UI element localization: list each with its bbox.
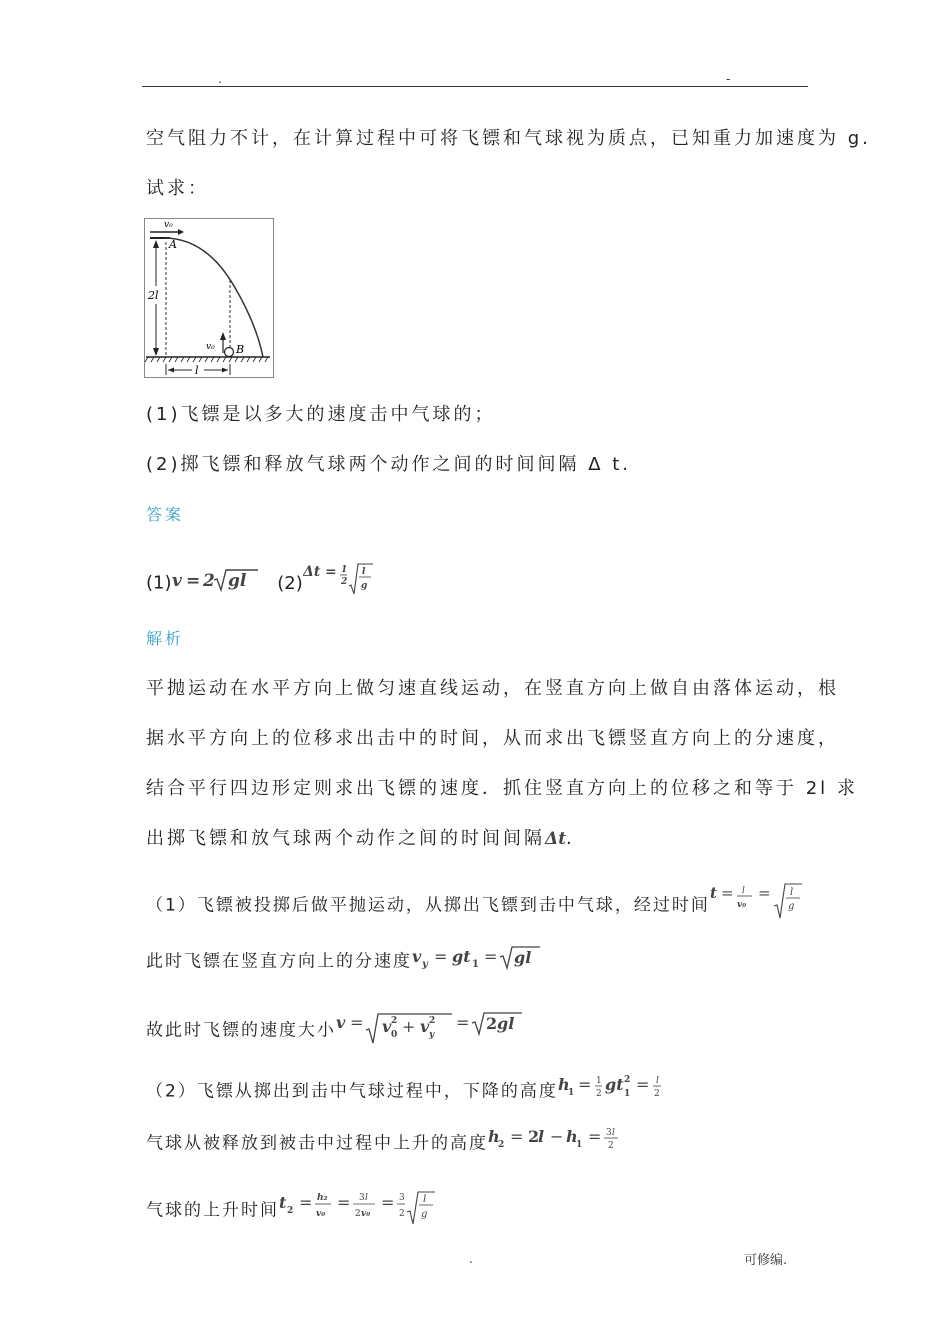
step-1	[146, 880, 814, 931]
answer-1-formula	[172, 566, 260, 596]
step-6-formula	[279, 1188, 449, 1228]
header-dot-left: .	[218, 72, 222, 86]
analysis-para-line-2: 据水平方向上的位移求出击中的时间，从而求出飞镖竖直方向上的分速度，	[146, 728, 839, 749]
answer-line	[146, 562, 389, 605]
svg-text:=: =	[350, 1013, 364, 1032]
question-2: (2)掷飞镖和释放气球两个动作之间的时间间隔 Δ t.	[146, 454, 632, 475]
svg-text:t: t	[279, 1193, 287, 1212]
svg-text:=: =	[757, 884, 771, 902]
step-3-formula	[336, 1010, 526, 1046]
svg-text:=: =	[635, 1075, 650, 1094]
svg-text:2: 2	[202, 571, 215, 591]
svg-text:gl: gl	[227, 571, 246, 591]
step-6-text: 气球的上升时间	[146, 1200, 279, 1221]
svg-text:v₀: v₀	[361, 1209, 371, 1219]
balloon-b	[225, 348, 234, 357]
step-4-text: （2）飞镖从掷出到击中气球过程中，下降的高度	[146, 1081, 558, 1102]
analysis-para-line-3: 结合平行四边形定则求出飞镖的速度．抓住竖直方向上的位移之和等于 2l 求	[146, 778, 858, 799]
svg-text:2: 2	[287, 1206, 294, 1216]
svg-text:3: 3	[606, 1128, 612, 1138]
problem-line-1: 空气阻力不计，在计算过程中可将飞镖和气球视为质点，已知重力加速度为 g.	[146, 128, 871, 149]
svg-text:1: 1	[472, 959, 479, 970]
svg-text:l: l	[789, 887, 794, 898]
point-b-label: B	[236, 343, 245, 356]
svg-text:y: y	[422, 959, 428, 970]
step-4-formula	[558, 1072, 680, 1106]
svg-text:y: y	[429, 1030, 435, 1040]
svg-text:gl: gl	[514, 948, 532, 967]
para-line-4-end: .	[566, 828, 575, 849]
projectile-figure	[144, 218, 274, 378]
svg-text:=: =	[577, 1075, 592, 1094]
svg-text:3: 3	[399, 1193, 405, 1203]
svg-text:=: =	[588, 1127, 602, 1146]
svg-text:v: v	[420, 1017, 430, 1036]
svg-text:1: 1	[340, 565, 347, 575]
v0-ball-label: v₀	[206, 342, 215, 352]
svg-text:g: g	[421, 1209, 428, 1220]
svg-text:2: 2	[653, 1089, 660, 1099]
step-3	[146, 1010, 526, 1051]
step-3-text: 故此时飞镖的速度大小	[146, 1020, 336, 1041]
svg-text:=: =	[434, 947, 448, 966]
svg-text:2: 2	[355, 1209, 361, 1219]
svg-text:0: 0	[391, 1030, 398, 1040]
svg-text:l: l	[612, 1128, 615, 1138]
step-2-formula	[412, 944, 552, 974]
step-1-math	[710, 880, 814, 931]
step-6	[146, 1188, 449, 1233]
analysis-para-line-1: 平抛运动在水平方向上做匀速直线运动，在竖直方向上做自由落体运动，根	[146, 678, 839, 699]
svg-text:v: v	[336, 1013, 346, 1032]
svg-text:1: 1	[567, 1088, 575, 1098]
projectile-diagram	[144, 218, 274, 378]
footer-dot: .	[469, 1252, 473, 1266]
svg-text:2: 2	[429, 1016, 436, 1026]
step-2	[146, 944, 552, 979]
svg-text:v₀: v₀	[736, 900, 746, 910]
analysis-para-line-4	[146, 824, 575, 850]
footer-text: 可修编.	[744, 1253, 788, 1268]
step-2-math	[412, 944, 552, 979]
svg-text:=: =	[324, 564, 337, 580]
svg-text:l: l	[361, 567, 366, 577]
step-1-text: （1）飞镖被投掷后做平抛运动，从掷出飞镖到击中气球，经过时间	[146, 895, 710, 916]
step-6-math	[279, 1188, 449, 1233]
svg-text:+: +	[402, 1017, 416, 1036]
step-4-math	[558, 1072, 680, 1111]
point-a-label: A	[169, 238, 177, 251]
height-2l-label: 2l	[148, 289, 159, 302]
step-1-formula	[710, 880, 814, 926]
svg-text:l: l	[365, 1193, 368, 1203]
svg-text:g: g	[787, 901, 795, 912]
svg-text:l: l	[538, 1127, 545, 1146]
para-line-4-math: Δt	[545, 829, 567, 849]
svg-text:=: =	[510, 1127, 524, 1146]
svg-text:2: 2	[340, 577, 347, 587]
svg-text:g: g	[360, 581, 368, 591]
step-2-text: 此时飞镖在竖直方向上的分速度	[146, 951, 412, 972]
svg-text:Δt: Δt	[302, 564, 321, 580]
svg-text:l: l	[741, 886, 745, 896]
svg-text:l: l	[655, 1076, 659, 1086]
figure-frame	[145, 219, 274, 378]
svg-text:t: t	[709, 884, 717, 902]
answer-1-prefix: (1)	[146, 572, 172, 594]
answer-2-formula	[303, 562, 389, 600]
svg-text:v: v	[171, 571, 182, 591]
svg-text:h: h	[488, 1127, 500, 1146]
svg-text:=: =	[484, 947, 498, 966]
answer-1-math	[172, 566, 260, 601]
problem-line-2: 试求：	[146, 178, 209, 199]
svg-text:2: 2	[528, 1127, 540, 1146]
svg-text:2: 2	[391, 1016, 398, 1026]
answer-heading: 答案	[146, 505, 185, 524]
svg-text:gl: gl	[497, 1014, 515, 1033]
svg-text:h: h	[557, 1075, 570, 1094]
svg-text:h: h	[566, 1127, 578, 1146]
svg-text:1: 1	[595, 1076, 602, 1086]
analysis-heading: 解析	[146, 629, 185, 648]
svg-text:2: 2	[486, 1014, 498, 1033]
svg-text:2: 2	[608, 1141, 614, 1151]
step-5-math	[488, 1124, 638, 1163]
svg-text:h₂: h₂	[317, 1193, 328, 1203]
svg-text:=: =	[337, 1193, 351, 1212]
svg-text:2: 2	[399, 1209, 405, 1219]
svg-text:1: 1	[576, 1140, 583, 1150]
svg-text:3: 3	[359, 1193, 365, 1203]
header-rule	[142, 86, 808, 87]
header-dot-right: -	[726, 72, 731, 86]
svg-text:gt: gt	[604, 1075, 624, 1094]
step-5-formula	[488, 1124, 638, 1158]
step-3-math	[336, 1010, 526, 1051]
svg-text:2: 2	[623, 1075, 631, 1085]
svg-text:=: =	[456, 1013, 470, 1032]
svg-text:v: v	[382, 1017, 392, 1036]
svg-text:−: −	[550, 1127, 564, 1146]
svg-text:2: 2	[498, 1140, 505, 1150]
step-5-text: 气球从被释放到被击中过程中上升的高度	[146, 1133, 488, 1154]
question-1: (1)飞镖是以多大的速度击中气球的；	[146, 404, 496, 425]
svg-text:v: v	[412, 947, 422, 966]
step-4	[146, 1072, 680, 1111]
svg-text:=: =	[185, 571, 200, 591]
svg-text:1: 1	[623, 1089, 631, 1099]
svg-text:=: =	[720, 884, 734, 902]
svg-text:v₀: v₀	[316, 1209, 326, 1219]
answer-2-prefix: (2)	[277, 572, 303, 594]
v0-top-label: v₀	[164, 220, 173, 230]
svg-text:l: l	[423, 1194, 427, 1205]
answer-2-math	[303, 562, 389, 605]
svg-text:=: =	[299, 1193, 313, 1212]
svg-text:2: 2	[595, 1089, 602, 1099]
step-5	[146, 1124, 638, 1163]
para-line-4-text: 出掷飞镖和放气球两个动作之间的时间间隔	[146, 828, 545, 849]
l-label: l	[195, 364, 199, 377]
svg-text:gt: gt	[452, 947, 471, 966]
svg-text:=: =	[381, 1193, 395, 1212]
